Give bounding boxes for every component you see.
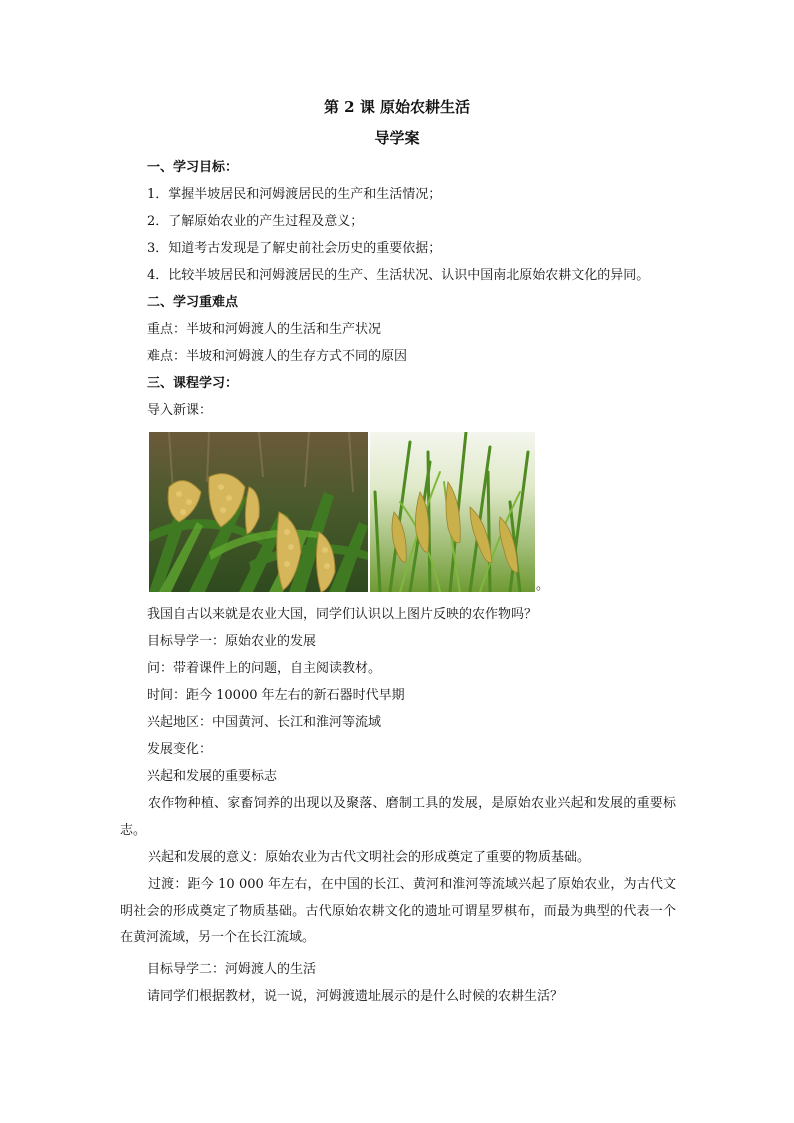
lesson-subtitle: 导学案 [374, 129, 420, 147]
objective-item-4: 4．比较半坡居民和河姆渡居民的生产、生活状况、认识中国南北原始农耕文化的异同。 [147, 268, 650, 283]
trailing-period: 。 [536, 578, 550, 593]
objective-item-1: 1．掌握半坡居民和河姆渡居民的生产和生活情况； [147, 187, 442, 202]
objective-item-2: 2．了解原始农业的产生过程及意义； [147, 214, 364, 229]
change-line: 发展变化： [147, 742, 213, 757]
key-point: 重点：半坡和河姆渡人的生活和生产状况 [147, 322, 382, 337]
ask-line: 问：带着课件上的问题，自主阅读教材。 [147, 661, 382, 676]
lesson-title: 第 2 课 原始农耕生活 [323, 98, 471, 116]
rice-photo [370, 432, 535, 592]
millet-photo [149, 432, 368, 592]
guide-two-heading: 目标导学二：河姆渡人的生活 [147, 962, 317, 977]
last-question-line: 请同学们根据教材，说一说，河姆渡遗址展示的是什么时候的农耕生活？ [147, 989, 564, 1004]
difficult-point: 难点：半坡和河姆渡人的生存方式不同的原因 [147, 349, 408, 364]
signs-paragraph: 农作物种植、家畜饲养的出现以及聚落、磨制工具的发展，是原始农业兴起和发展的重要标志。 [120, 796, 676, 838]
section-objectives-heading: 一、学习目标： [147, 160, 239, 175]
question-line: 我国自古以来就是农业大国，同学们认识以上图片反映的农作物吗？ [147, 607, 538, 622]
meaning-paragraph: 兴起和发展的意义：原始农业为古代文明社会的形成奠定了重要的物质基础。 [148, 850, 591, 865]
section-keypoints-heading: 二、学习重难点 [147, 295, 239, 310]
objective-item-3: 3．知道考古发现是了解史前社会历史的重要依据； [147, 241, 442, 256]
time-line: 时间：距今 10000 年左右的新石器时代早期 [147, 688, 405, 703]
signs-heading: 兴起和发展的重要标志 [147, 769, 278, 784]
millet-icon [149, 432, 368, 592]
intro-label: 导入新课： [147, 403, 213, 418]
transition-paragraph: 过渡：距今 10 000 年左右，在中国的长江、黄河和淮河等流域兴起了原始农业，为古代文明社会的形成奠定了物质基础。古代原始农耕文化的遗址可谓星罗棋布，而最为典型的代表一个在黄河流域，另一个在长江流域。 [120, 877, 676, 945]
region-line: 兴起地区：中国黄河、长江和淮河等流域 [147, 715, 382, 730]
guide-one-heading: 目标导学一：原始农业的发展 [147, 634, 317, 649]
section-course-heading: 三、课程学习： [147, 376, 239, 391]
rice-icon [370, 432, 535, 592]
